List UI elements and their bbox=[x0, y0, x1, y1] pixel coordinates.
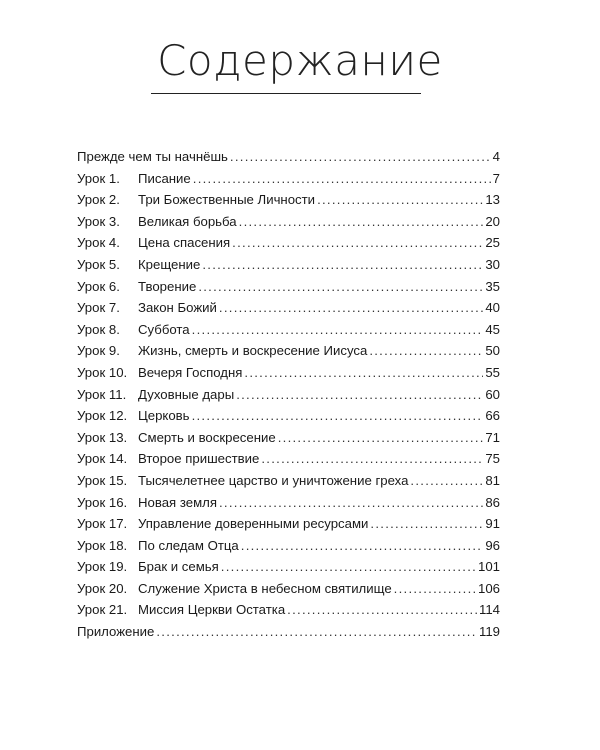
toc-entry-title: Писание bbox=[138, 170, 191, 186]
dot-leader bbox=[244, 362, 483, 384]
toc-entry-title: Великая борьба bbox=[138, 213, 237, 229]
toc-entry-number: Урок 20. bbox=[77, 580, 128, 596]
toc-entry-number: Урок 4. bbox=[77, 235, 120, 251]
toc-entry-page: 81 bbox=[485, 472, 500, 488]
dot-leader bbox=[370, 513, 483, 535]
toc-entry[interactable] bbox=[77, 405, 500, 427]
toc-entry-page: 86 bbox=[485, 494, 500, 510]
toc-entry-number: Урок 2. bbox=[77, 192, 120, 208]
toc-entry[interactable] bbox=[77, 146, 500, 168]
dot-leader bbox=[261, 448, 483, 470]
toc-entry[interactable] bbox=[77, 470, 500, 492]
table-of-contents bbox=[77, 146, 500, 643]
dot-leader bbox=[278, 427, 484, 449]
toc-entry-page: 55 bbox=[485, 364, 500, 380]
toc-entry-title: Тысячелетнее царство и уничтожение греха bbox=[138, 472, 409, 488]
toc-entry[interactable] bbox=[77, 621, 500, 643]
toc-entry[interactable] bbox=[77, 427, 500, 449]
toc-entry-title: Церковь bbox=[138, 408, 190, 424]
toc-entry-number: Урок 15. bbox=[77, 472, 128, 488]
dot-leader bbox=[317, 189, 483, 211]
dot-leader bbox=[219, 492, 483, 514]
toc-entry[interactable] bbox=[77, 211, 500, 233]
toc-entry[interactable] bbox=[77, 276, 500, 298]
dot-leader bbox=[193, 168, 491, 190]
toc-entry-number: Урок 5. bbox=[77, 256, 120, 272]
toc-entry-title: Духовные дары bbox=[138, 386, 235, 402]
toc-entry-page: 40 bbox=[485, 300, 500, 316]
toc-entry-number: Урок 3. bbox=[77, 213, 120, 229]
toc-entry-number: Урок 16. bbox=[77, 494, 128, 510]
toc-entry-number: Урок 7. bbox=[77, 300, 120, 316]
toc-entry-title: Вечеря Господня bbox=[138, 364, 243, 380]
dot-leader bbox=[192, 319, 484, 341]
toc-entry-number: Урок 17. bbox=[77, 516, 128, 532]
toc-entry-title: Миссия Церкви Остатка bbox=[138, 602, 286, 618]
toc-entry[interactable] bbox=[77, 599, 500, 621]
dot-leader bbox=[394, 578, 476, 600]
toc-entry[interactable] bbox=[77, 578, 500, 600]
toc-entry[interactable] bbox=[77, 513, 500, 535]
toc-entry[interactable] bbox=[77, 319, 500, 341]
dot-leader bbox=[239, 211, 484, 233]
dot-leader bbox=[202, 254, 483, 276]
toc-entry-title: Три Божественные Личности bbox=[138, 192, 316, 208]
toc-entry-page: 20 bbox=[485, 213, 500, 229]
toc-entry-page: 114 bbox=[478, 602, 500, 618]
dot-leader bbox=[236, 384, 483, 406]
toc-entry-title: Служение Христа в небесном святилище bbox=[138, 580, 392, 596]
toc-entry-page: 96 bbox=[485, 537, 500, 553]
dot-leader bbox=[287, 599, 477, 621]
toc-entry-page: 66 bbox=[485, 408, 500, 424]
dot-leader bbox=[410, 470, 483, 492]
toc-entry-title: Новая земля bbox=[138, 494, 217, 510]
toc-entry-number: Урок 13. bbox=[77, 429, 128, 445]
toc-entry-page: 119 bbox=[478, 624, 500, 640]
toc-entry-page: 7 bbox=[492, 170, 500, 186]
toc-entry-number: Урок 21. bbox=[77, 602, 128, 618]
toc-entry-title: Смерть и воскресение bbox=[138, 429, 276, 445]
toc-entry[interactable] bbox=[77, 254, 500, 276]
toc-entry-number: Урок 11. bbox=[77, 386, 127, 402]
toc-entry-page: 4 bbox=[492, 149, 500, 164]
dot-leader bbox=[156, 621, 477, 643]
toc-entry-title: Приложение bbox=[77, 624, 155, 640]
toc-entry[interactable] bbox=[77, 189, 500, 211]
toc-entry-page: 106 bbox=[477, 580, 500, 596]
toc-entry-page: 45 bbox=[485, 321, 500, 337]
toc-entry-page: 50 bbox=[485, 343, 500, 359]
toc-entry[interactable] bbox=[77, 384, 500, 406]
dot-leader bbox=[192, 405, 484, 427]
toc-entry-page: 75 bbox=[485, 451, 500, 467]
page-title: Содержание bbox=[157, 36, 443, 85]
toc-entry-page: 25 bbox=[485, 235, 500, 251]
toc-entry[interactable] bbox=[77, 340, 500, 362]
toc-entry-number: Урок 8. bbox=[77, 321, 120, 337]
toc-entry-title: Прежде чем ты начнёшь bbox=[77, 149, 228, 164]
toc-entry-number: Урок 9. bbox=[77, 343, 120, 359]
toc-entry-title: По следам Отца bbox=[138, 537, 239, 553]
dot-leader bbox=[198, 276, 483, 298]
toc-entry-title: Второе пришествие bbox=[138, 451, 260, 467]
toc-entry-number: Урок 6. bbox=[77, 278, 120, 294]
toc-entry-number: Урок 1. bbox=[77, 170, 120, 186]
toc-entry-number: Урок 19. bbox=[77, 559, 128, 575]
toc-entry-number: Урок 14. bbox=[77, 451, 128, 467]
toc-entry-title: Цена спасения bbox=[138, 235, 231, 251]
toc-entry[interactable] bbox=[77, 362, 500, 384]
toc-entry[interactable] bbox=[77, 556, 500, 578]
toc-entry-title: Творение bbox=[138, 278, 197, 294]
toc-entry-title: Брак и семья bbox=[138, 559, 219, 575]
toc-entry-page: 101 bbox=[477, 559, 500, 575]
toc-entry[interactable] bbox=[77, 297, 500, 319]
toc-entry[interactable] bbox=[77, 535, 500, 557]
toc-entry-number: Урок 12. bbox=[77, 408, 128, 424]
toc-entry[interactable] bbox=[77, 492, 500, 514]
toc-entry-title: Жизнь, смерть и воскресение Иисуса bbox=[138, 343, 368, 359]
dot-leader bbox=[369, 340, 483, 362]
toc-entry-page: 71 bbox=[485, 429, 500, 445]
dot-leader bbox=[230, 146, 491, 168]
toc-entry[interactable] bbox=[77, 448, 500, 470]
toc-entry[interactable] bbox=[77, 168, 500, 190]
toc-entry-number: Урок 10. bbox=[77, 364, 128, 380]
dot-leader bbox=[221, 556, 476, 578]
toc-entry-title: Суббота bbox=[138, 321, 190, 337]
toc-entry-page: 35 bbox=[485, 278, 500, 294]
toc-entry-page: 30 bbox=[485, 256, 500, 272]
title-divider bbox=[151, 93, 421, 94]
toc-entry-page: 13 bbox=[485, 192, 500, 208]
toc-entry-page: 60 bbox=[485, 386, 500, 402]
dot-leader bbox=[232, 232, 483, 254]
toc-entry-title: Крещение bbox=[138, 256, 201, 272]
toc-entry-page: 91 bbox=[485, 516, 500, 532]
toc-entry-title: Управление доверенными ресурсами bbox=[138, 516, 369, 532]
toc-entry-title: Закон Божий bbox=[138, 300, 217, 316]
dot-leader bbox=[241, 535, 484, 557]
toc-entry-number: Урок 18. bbox=[77, 537, 128, 553]
dot-leader bbox=[219, 297, 483, 319]
toc-entry[interactable] bbox=[77, 232, 500, 254]
